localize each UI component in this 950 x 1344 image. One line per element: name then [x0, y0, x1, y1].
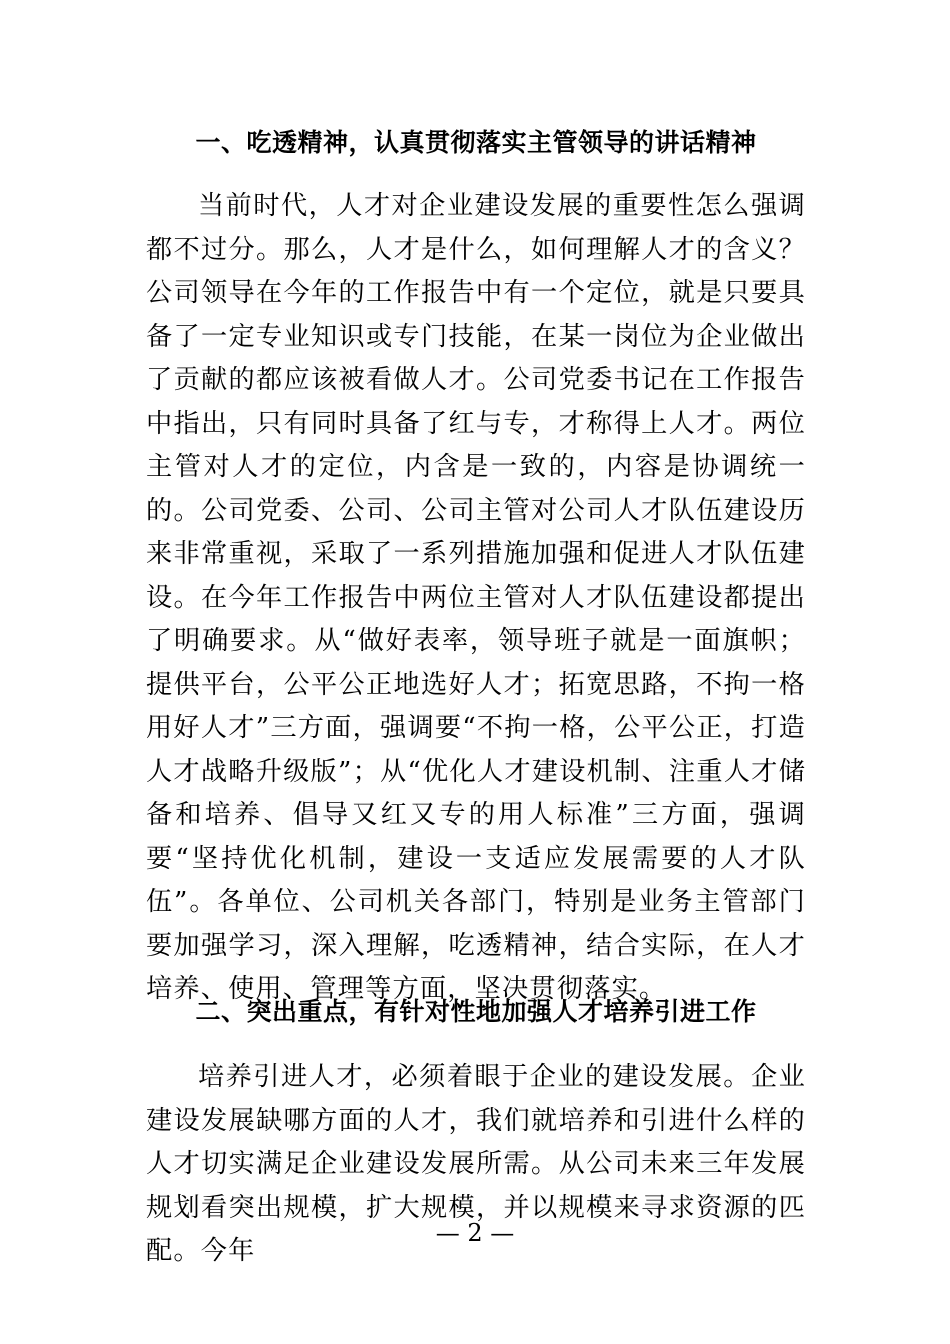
section-heading-1: 一、吃透精神，认真贯彻落实主管领导的讲话精神	[195, 128, 757, 157]
section-paragraph-1: 当前时代，人才对企业建设发展的重要性怎么强调都不过分。那么，人才是什么，如何理解人才的含义？公司领导在今年的工作报告中有一个定位，就是只要具备了一定专业知识或专门技能，在某一岗位为企业做出了贡献的都应该被看做人才。公司党委书记在工作报告中指出，只有同时具备了红与专，才称得上人才。两位主管对人才的定位，内含是一致的，内容是协调统一的。公司党委、公司、公司主管对公司人才队伍建设历来非常重视，采取了一系列措施加强和促进人才队伍建设。在今年工作报告中两位主管对人才队伍建设都提出了明确要求。从“做好表率，领导班子就是一面旗帜；提供平台，公平公正地选好人才；拓宽思路，不拘一格用好人才”三方面，强调要“不拘一格，公平公正，打造人才战略升级版”；从“优化人才建设机制、注重人才储备和培养、倡导又红又专的用人标准”三方面，强调要“坚持优化机制，建设一支适应发展需要的人才队伍”。各单位、公司机关各部门，特别是业务主管部门要加强学习，深入理解，吃透精神，结合实际，在人才培养、使用、管理等方面，坚决贯彻落实。	[146, 191, 806, 1004]
section-heading-2: 二、突出重点，有针对性地加强人才培养引进工作	[195, 997, 757, 1026]
section-paragraph-2: 培养引进人才，必须着眼于企业的建设发展。企业建设发展缺哪方面的人才，我们就培养和引进什么样的人才切实满足企业建设发展所需。从公司未来三年发展规划看突出规模，扩大规模，并以规模来寻求资源的匹配。今年	[146, 1062, 806, 1266]
page-number: — 2 —	[435, 1219, 515, 1247]
